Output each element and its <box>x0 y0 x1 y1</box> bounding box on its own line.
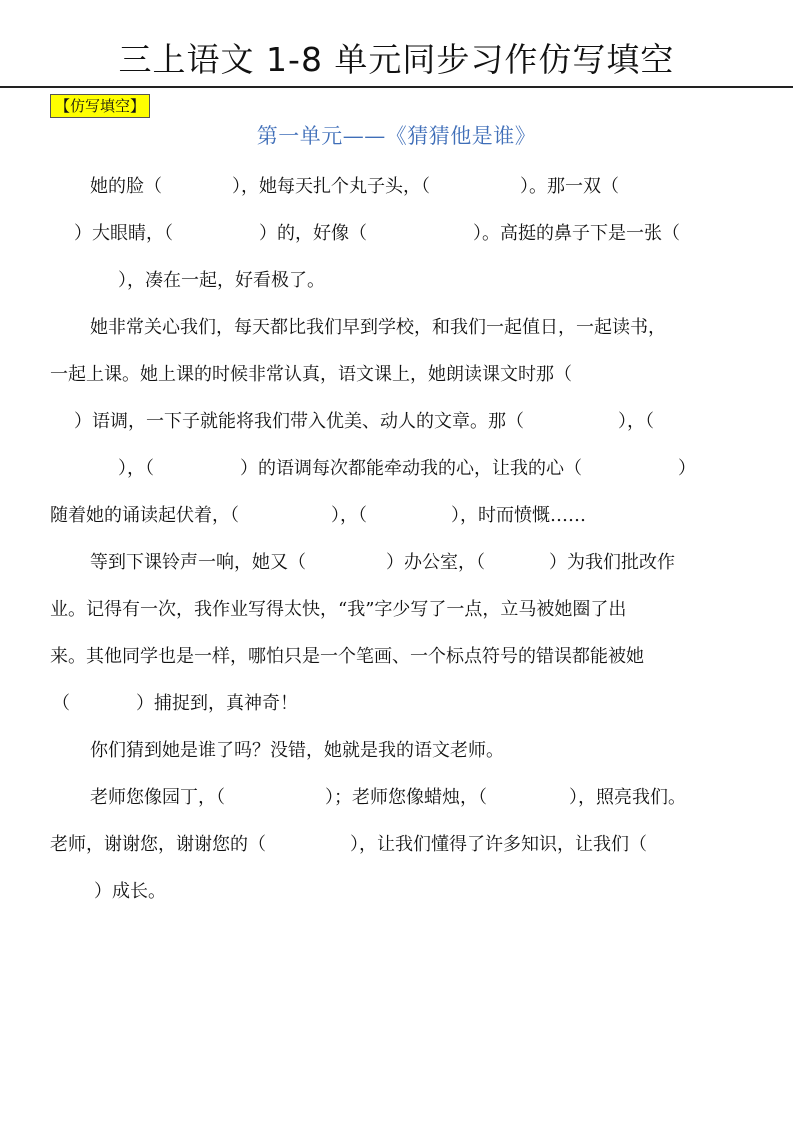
text-segment: ），时而愤慨…… <box>451 505 586 526</box>
text-line <box>90 174 619 200</box>
title-underline <box>0 86 793 88</box>
text-segment: ），（ <box>618 411 654 432</box>
text-segment: （ <box>52 693 70 714</box>
text-segment: ）的语调每次都能牵动我的心，让我的心（ <box>240 458 582 479</box>
text-line <box>52 691 298 717</box>
text-line <box>90 315 666 341</box>
text-segment: ）。高挺的鼻子下是一张（ <box>473 223 680 244</box>
section-tag: 【仿写填空】 <box>50 94 150 118</box>
text-segment: ），她每天扎个丸子头，（ <box>232 176 430 197</box>
text-line <box>90 550 675 576</box>
text-segment: ）为我们批改作 <box>549 552 675 573</box>
text-segment: 随着她的诵读起伏着，（ <box>50 505 239 526</box>
text-segment: 她的脸（ <box>90 176 162 197</box>
text-line <box>118 456 696 482</box>
text-segment: 她非常关心我们，每天都比我们早到学校，和我们一起值日，一起读书， <box>90 317 666 338</box>
text-line <box>74 409 654 435</box>
text-segment: ）大眼睛，（ <box>74 223 173 244</box>
text-segment: ）成长。 <box>94 881 166 902</box>
text-line <box>90 738 504 764</box>
text-line <box>94 879 166 905</box>
text-segment: ），照亮我们。 <box>569 787 686 808</box>
text-line <box>74 221 680 247</box>
unit-title: 第一单元——《猜猜他是谁》 <box>256 124 537 148</box>
text-segment: ） <box>678 458 696 479</box>
text-line <box>118 268 325 294</box>
text-line <box>50 362 572 388</box>
text-line <box>90 785 686 811</box>
text-segment: 老师您像园丁，（ <box>90 787 225 808</box>
text-line <box>50 597 626 623</box>
text-segment: 一起上课。她上课的时候非常认真，语文课上，她朗读课文时那（ <box>50 364 572 385</box>
text-line <box>50 644 644 670</box>
text-segment: ），让我们懂得了许多知识，让我们（ <box>350 834 647 855</box>
text-line <box>50 503 586 529</box>
text-segment: ）。那一双（ <box>520 176 619 197</box>
text-segment: ），（ <box>331 505 367 526</box>
text-segment: ）语调，一下子就能将我们带入优美、动人的文章。那（ <box>74 411 524 432</box>
text-segment: ），（ <box>118 458 154 479</box>
text-segment: ）捕捉到，真神奇！ <box>136 693 298 714</box>
text-segment: 等到下课铃声一响，她又（ <box>90 552 306 573</box>
text-segment: 业。记得有一次，我作业写得太快，“我”字少写了一点，立马被她圈了出 <box>50 599 627 620</box>
text-segment: ）；老师您像蜡烛，（ <box>325 787 487 808</box>
text-segment: 你们猜到她是谁了吗？没错，她就是我的语文老师。 <box>90 740 504 761</box>
text-segment: ）的，好像（ <box>259 223 367 244</box>
text-line <box>50 832 647 858</box>
text-segment: 老师，谢谢您，谢谢您的（ <box>50 834 266 855</box>
text-segment: ）办公室，（ <box>386 552 485 573</box>
text-segment: ），凑在一起，好看极了。 <box>118 270 325 291</box>
document-title: 三上语文 1-8 单元同步习作仿写填空 <box>118 40 675 79</box>
text-segment: 来。其他同学也是一样，哪怕只是一个笔画、一个标点符号的错误都能被她 <box>50 646 644 667</box>
